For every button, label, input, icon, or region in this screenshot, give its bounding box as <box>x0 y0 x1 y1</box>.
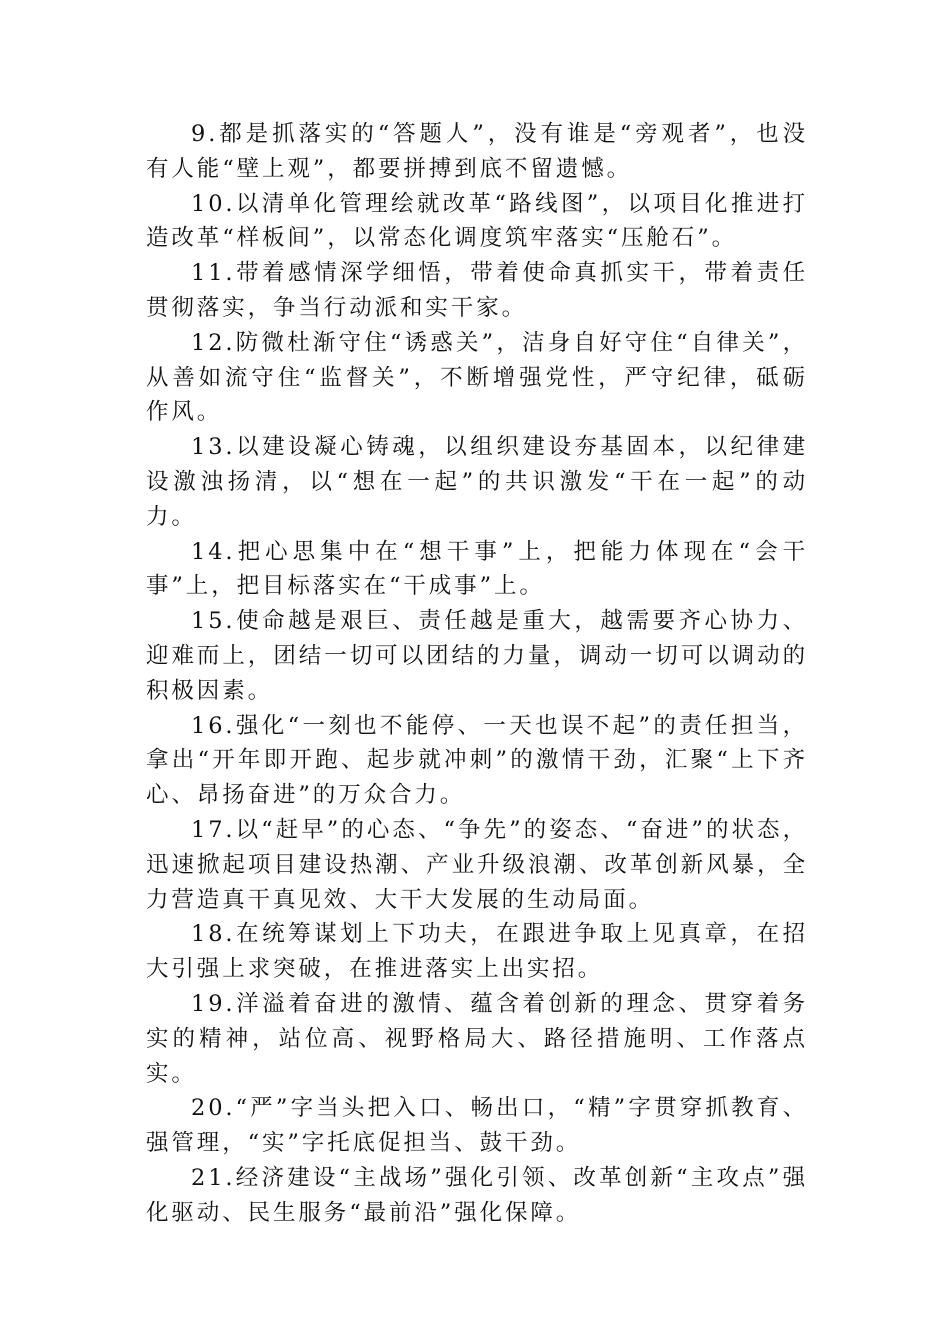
paragraph-14: 14.把心思集中在“想干事”上，把能力体现在“会干事”上，把目标落实在“干成事”上。 <box>146 538 808 600</box>
paragraph-16: 16.强化“一刻也不能停、一天也误不起”的责任担当，拿出“开年即开跑、起步就冲刺”的激情干劲，汇聚“上下齐心、昂扬奋进”的万众合力。 <box>146 712 808 809</box>
paragraph-9: 9.都是抓落实的“答题人”，没有谁是“旁观者”，也没有人能“壁上观”，都要拼搏到底不留遗憾。 <box>146 121 808 182</box>
paragraph-12: 12.防微杜渐守住“诱惑关”，洁身自好守住“自律关”，从善如流守住“监督关”，不断增强党性，严守纪律，砥砺作风。 <box>146 329 808 426</box>
paragraph-10: 10.以清单化管理绘就改革“路线图”，以项目化推进打造改革“样板间”，以常态化调度筑牢落实“压舱石”。 <box>146 190 808 252</box>
paragraph-20: 20.“严”字当头把入口、畅出口，“精”字贯穿抓教育、强管理，“实”字托底促担当、鼓干劲。 <box>146 1095 808 1157</box>
paragraph-13: 13.以建设凝心铸魂，以组织建设夯基固本，以纪律建设激浊扬清，以“想在一起”的共识激发“干在一起”的动力。 <box>146 434 808 530</box>
paragraph-19: 19.洋溢着奋进的激情、蕴含着创新的理念、贯穿着务实的精神，站位高、视野格局大、路径措施明、工作落点实。 <box>146 990 808 1087</box>
paragraph-15: 15.使命越是艰巨、责任越是重大，越需要齐心协力、迎难而上，团结一切可以团结的力量，调动一切可以调动的积极因素。 <box>146 608 808 704</box>
paragraph-17: 17.以“赶早”的心态、“争先”的姿态、“奋进”的状态，迅速掀起项目建设热潮、产业升级浪潮、改革创新风暴，全力营造真干真见效、大干大发展的生动局面。 <box>146 816 808 913</box>
document-body <box>146 117 808 1231</box>
paragraph-21: 21.经济建设“主战场”强化引领、改革创新“主攻点”强化驱动、民生服务“最前沿”强化保障。 <box>146 1164 808 1226</box>
paragraph-18: 18.在统筹谋划上下功夫，在跟进争取上见真章，在招大引强上求突破，在推进落实上出实招。 <box>146 921 808 983</box>
paragraph-11: 11.带着感情深学细悟，带着使命真抓实干，带着责任贯彻落实，争当行动派和实干家。 <box>146 260 808 321</box>
